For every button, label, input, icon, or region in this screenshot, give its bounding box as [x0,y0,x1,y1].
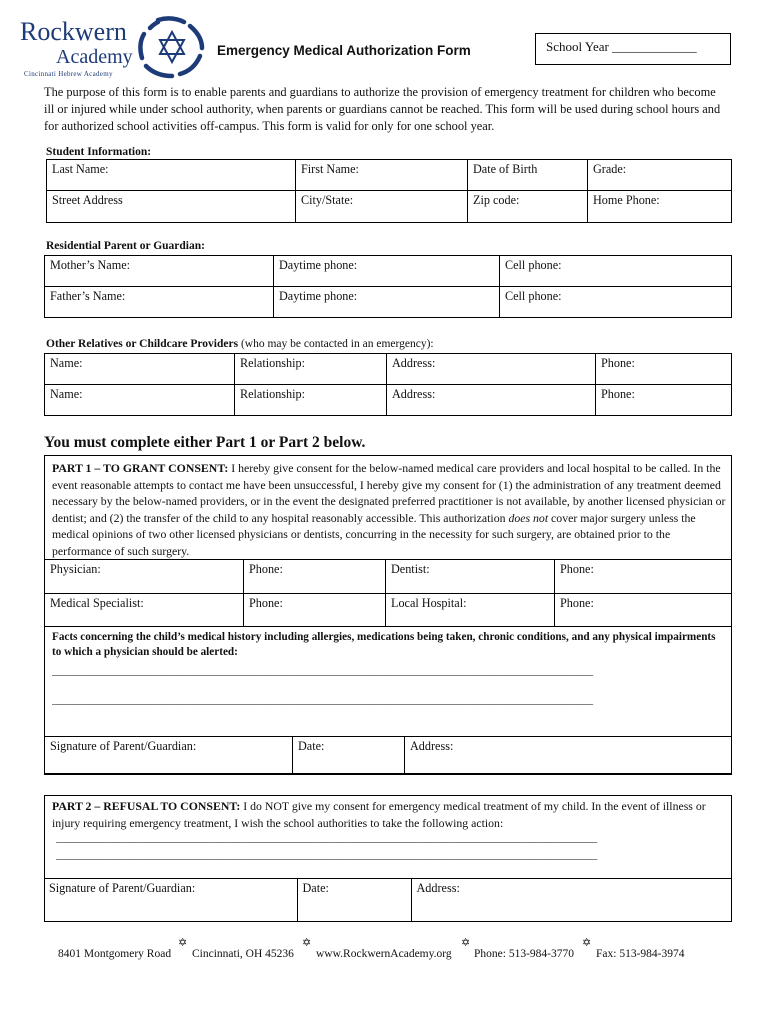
footer-website-link[interactable]: www.RockwernAcademy.org [316,948,452,960]
relatives-table [44,353,732,416]
physician-field[interactable]: Physician: [45,560,244,594]
medical-history-prompt: Facts concerning the child’s medical history including allergies, medications being taken, chronic conditions, and any physical impairments to which a physician should be alerted: [52,631,716,658]
part2-date-field[interactable]: Date: [297,879,411,921]
medical-specialist-field[interactable]: Medical Specialist: [45,594,244,627]
street-address-field[interactable]: Street Address [47,191,296,223]
part2-signature-table [44,878,732,921]
relative1-address-field[interactable]: Address: [387,354,596,385]
part2-action-line-1[interactable]: ________________________________________________________________________________________________________ [56,832,597,844]
dob-field[interactable]: Date of Birth [468,160,588,191]
logo-wordmark-line1: Rockwern [20,17,127,46]
footer-address: 8401 Montgomery Road [58,948,172,960]
father-daytime-phone-field[interactable]: Daytime phone: [274,287,500,318]
footer-city: Cincinnati, OH 45236 [192,948,294,960]
part2-address-field[interactable]: Address: [411,879,732,921]
part1-date-field[interactable]: Date: [293,737,405,775]
relative2-phone-field[interactable]: Phone: [596,385,732,416]
specialist-phone-field[interactable]: Phone: [244,594,386,627]
part2-action-line-2[interactable]: ________________________________________________________________________________________________________ [56,849,597,861]
logo-star-emblem-icon [132,14,212,80]
zip-code-field[interactable]: Zip code: [468,191,588,223]
first-name-field[interactable]: First Name: [296,160,468,191]
part1-signature-field[interactable]: Signature of Parent/Guardian: [45,737,293,775]
part2-refusal-text: PART 2 – REFUSAL TO CONSENT: I do NOT give my consent for emergency medical treatment of my child. In the event of illness or injury requiring emergency treatment, I wish the school authorities to take the following action: [52,799,706,830]
school-year-field[interactable]: School Year _____________ [535,33,731,65]
hospital-phone-field[interactable]: Phone: [555,594,732,627]
physician-phone-field[interactable]: Phone: [244,560,386,594]
relative1-relationship-field[interactable]: Relationship: [235,354,387,385]
relative2-name-field[interactable]: Name: [45,385,235,416]
city-state-field[interactable]: City/State: [296,191,468,223]
relative2-address-field[interactable]: Address: [387,385,596,416]
mother-cell-phone-field[interactable]: Cell phone: [500,256,732,287]
guardian-table [44,255,732,318]
home-phone-field[interactable]: Home Phone: [588,191,732,223]
medical-history-line-1[interactable]: ________________________________________________________________________________________________________ [52,665,593,677]
medical-history-line-2[interactable]: ________________________________________________________________________________________________________ [52,694,593,706]
footer-star-icon: ✡ [461,937,471,949]
must-complete-heading: You must complete either Part 1 or Part 2 below. [44,434,366,451]
intro-paragraph: The purpose of this form is to enable parents and guardians to authorize the provision of emergency treatment for children who become ill or injured while under school authority, when parents or guardians cannot be reached. This form will be used during school hours and for authorized school activities off-campus. This form is valid for only for one school year. [44,85,721,133]
last-name-field[interactable]: Last Name: [47,160,296,191]
footer-fax: Fax: 513-984-3974 [596,948,685,960]
footer-phone: Phone: 513-984-3770 [474,948,574,960]
footer-star-icon: ✡ [178,937,188,949]
relative2-relationship-field[interactable]: Relationship: [235,385,387,416]
relatives-label: Other Relatives or Childcare Providers (who may be contacted in an emergency): [46,338,434,350]
grade-field[interactable]: Grade: [588,160,732,191]
part1-signature-table [44,736,732,775]
mother-name-field[interactable]: Mother’s Name: [45,256,274,287]
mother-daytime-phone-field[interactable]: Daytime phone: [274,256,500,287]
relative1-name-field[interactable]: Name: [45,354,235,385]
logo-tagline: Cincinnati Hebrew Academy [24,70,113,78]
logo-wordmark-line2: Academy [56,46,133,68]
dentist-field[interactable]: Dentist: [386,560,555,594]
student-info-label: Student Information: [46,146,152,158]
part1-consent-text: PART 1 – TO GRANT CONSENT: I hereby give consent for the below-named medical care providers and local hospital to be called. In the event reasonable attempts to contact me have been unsuccessful, I hereby give my consent for (1) the administration of any treatment deemed necessary by the below-named providers, or in the event the designated preferred practitioner is not available, by another licensed physician or dentist; and (2) the transfer of the child to any hospital reasonably accessible. This authorization does not cover major surgery unless the medical opinions of two other licensed physicians or dentists, concurring in the necessity for such surgery, are obtained prior to the performance of such surgery. [52,461,726,558]
part2-signature-field[interactable]: Signature of Parent/Guardian: [44,879,297,921]
father-name-field[interactable]: Father’s Name: [45,287,274,318]
guardian-label: Residential Parent or Guardian: [46,240,205,252]
student-info-table [46,159,732,223]
form-title: Emergency Medical Authorization Form [217,43,471,58]
local-hospital-field[interactable]: Local Hospital: [386,594,555,627]
part1-address-field[interactable]: Address: [405,737,732,775]
father-cell-phone-field[interactable]: Cell phone: [500,287,732,318]
part1-providers-table [44,559,732,627]
dentist-phone-field[interactable]: Phone: [555,560,732,594]
relative1-phone-field[interactable]: Phone: [596,354,732,385]
footer-star-icon: ✡ [582,937,592,949]
footer-star-icon: ✡ [302,937,312,949]
